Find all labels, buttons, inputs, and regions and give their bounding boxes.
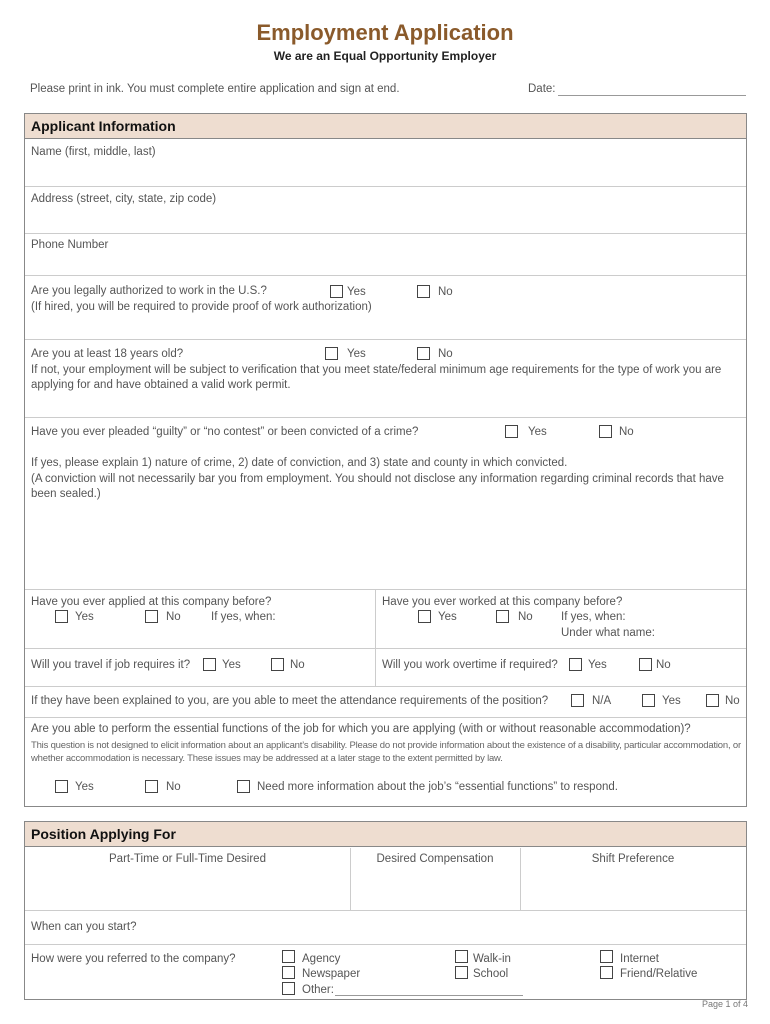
travel-yes-checkbox[interactable] <box>203 658 216 671</box>
ref-friend-checkbox[interactable] <box>600 966 613 979</box>
essential-no-label: No <box>166 781 181 793</box>
attendance-yes-label: Yes <box>662 695 681 707</box>
applied-when-label: If yes, when: <box>211 611 276 623</box>
crime-yes-label: Yes <box>528 426 547 438</box>
crime-row <box>25 418 746 590</box>
authorized-no-label: No <box>438 286 453 298</box>
age-no-checkbox[interactable] <box>417 347 430 360</box>
intro-instructions: Please print in ink. You must complete entire application and sign at end. <box>30 83 400 95</box>
worked-yes-label: Yes <box>438 611 457 623</box>
fulltime-parttime-field[interactable] <box>25 848 350 910</box>
crime-explain-label: If yes, please explain 1) nature of crime, 2) date of conviction, and 3) state and county in which convicted. <box>31 457 568 469</box>
authorized-row <box>25 276 746 340</box>
attendance-no-label: No <box>725 695 740 707</box>
age-no-label: No <box>438 348 453 360</box>
authorized-no-checkbox[interactable] <box>417 285 430 298</box>
address-row[interactable] <box>25 187 746 234</box>
crime-note: (A conviction will not necessarily bar you from employment. You should not disclose any information regarding criminal records that have been sealed.) <box>31 473 724 500</box>
ref-walkin-checkbox[interactable] <box>455 950 468 963</box>
age-yes-label: Yes <box>347 348 366 360</box>
authorized-yes-checkbox[interactable] <box>330 285 343 298</box>
attendance-na-label: N/A <box>592 695 612 707</box>
worked-no-checkbox[interactable] <box>496 610 509 623</box>
desired-compensation-label: Desired Compensation <box>376 853 494 865</box>
ref-other-checkbox[interactable] <box>282 982 295 995</box>
ref-school-checkbox[interactable] <box>455 966 468 979</box>
ref-agency-checkbox[interactable] <box>282 950 295 963</box>
position-section <box>24 821 747 1000</box>
authorized-note: (If hired, you will be required to provide proof of work authorization) <box>31 301 372 313</box>
essential-need-more-checkbox[interactable] <box>237 780 250 793</box>
applied-worked-row <box>25 590 746 649</box>
applicant-information-section <box>24 113 747 807</box>
address-label: Address (street, city, state, zip code) <box>31 193 217 205</box>
ref-internet-label: Internet <box>620 953 659 965</box>
position-details-row <box>25 848 746 911</box>
start-date-label: When can you start? <box>31 921 137 933</box>
essential-question: Are you able to perform the essential functions of the job for which you are applying (with or without reasonable accommodation)? <box>31 723 691 735</box>
worked-yes-checkbox[interactable] <box>418 610 431 623</box>
name-row[interactable] <box>25 140 746 187</box>
phone-label: Phone Number <box>31 239 109 251</box>
essential-need-more-label: Need more information about the job’s “essential functions” to respond. <box>257 781 618 793</box>
travel-overtime-row <box>25 649 746 687</box>
attendance-no-checkbox[interactable] <box>706 694 719 707</box>
essential-note: This question is not designed to elicit information about an applicant’s disability. Please do not provide information about the existence of a disability, particular accommodation, or whether accommodation is necessary. These issues may be addressed at a later stage to the extent permitted by law. <box>31 740 741 764</box>
page-number: Page 1 of 4 <box>702 999 749 1009</box>
shift-preference-label: Shift Preference <box>591 853 675 865</box>
age-question: Are you at least 18 years old? <box>31 348 184 360</box>
crime-yes-checkbox[interactable] <box>505 425 518 438</box>
ref-agency-label: Agency <box>302 953 341 965</box>
start-date-row[interactable] <box>25 911 746 945</box>
authorized-question: Are you legally authorized to work in the U.S.? <box>31 285 267 297</box>
essential-functions-row <box>25 718 746 806</box>
overtime-no-checkbox[interactable] <box>639 658 652 671</box>
ref-internet-checkbox[interactable] <box>600 950 613 963</box>
shift-preference-field[interactable] <box>520 848 746 910</box>
referral-question: How were you referred to the company? <box>31 953 236 965</box>
ref-other-field[interactable] <box>335 995 523 996</box>
travel-no-label: No <box>290 659 305 671</box>
ref-newspaper-checkbox[interactable] <box>282 966 295 979</box>
crime-no-checkbox[interactable] <box>599 425 612 438</box>
ref-walkin-label: Walk-in <box>473 953 511 965</box>
ref-school-label: School <box>473 968 509 980</box>
worked-no-label: No <box>518 611 533 623</box>
essential-no-checkbox[interactable] <box>145 780 158 793</box>
ref-friend-label: Friend/Relative <box>620 968 698 980</box>
section-heading: Applicant Information <box>25 114 746 139</box>
overtime-yes-label: Yes <box>588 659 607 671</box>
referral-row <box>25 945 746 999</box>
authorized-yes-label: Yes <box>347 286 366 298</box>
worked-under-name-label: Under what name: <box>561 627 655 639</box>
ref-other-label: Other: <box>302 984 334 996</box>
attendance-yes-checkbox[interactable] <box>642 694 655 707</box>
ref-newspaper-label: Newspaper <box>302 968 361 980</box>
worked-question: Have you ever worked at this company before? <box>382 596 623 608</box>
attendance-row <box>25 687 746 718</box>
applied-no-label: No <box>166 611 181 623</box>
applied-no-checkbox[interactable] <box>145 610 158 623</box>
overtime-no-label: No <box>656 659 671 671</box>
attendance-question: If they have been explained to you, are you able to meet the attendance requirements of the position? <box>31 695 549 707</box>
fulltime-parttime-label: Part-Time or Full-Time Desired <box>109 853 266 865</box>
essential-yes-label: Yes <box>75 781 94 793</box>
attendance-na-checkbox[interactable] <box>571 694 584 707</box>
crime-no-label: No <box>619 426 634 438</box>
section-heading: Position Applying For <box>25 822 746 847</box>
travel-question: Will you travel if job requires it? <box>31 659 191 671</box>
applied-question: Have you ever applied at this company before? <box>31 596 272 608</box>
page-title: Employment Application <box>256 20 514 45</box>
age-row <box>25 340 746 418</box>
phone-row[interactable] <box>25 234 746 276</box>
applied-yes-checkbox[interactable] <box>55 610 68 623</box>
overtime-question: Will you work overtime if required? <box>382 659 558 671</box>
overtime-yes-checkbox[interactable] <box>569 658 582 671</box>
page-subtitle: We are an Equal Opportunity Employer <box>273 49 497 63</box>
date-label: Date: <box>528 83 556 95</box>
date-field[interactable] <box>558 95 746 96</box>
applied-yes-label: Yes <box>75 611 94 623</box>
travel-yes-label: Yes <box>222 659 241 671</box>
crime-question: Have you ever pleaded “guilty” or “no contest” or been convicted of a crime? <box>31 426 419 438</box>
worked-when-label: If yes, when: <box>561 611 626 623</box>
age-yes-checkbox[interactable] <box>325 347 338 360</box>
essential-yes-checkbox[interactable] <box>55 780 68 793</box>
age-note: If not, your employment will be subject to verification that you meet state/federal minimum age requirements for the type of work you are applying for and have obtained a valid work permit. <box>31 364 722 391</box>
travel-no-checkbox[interactable] <box>271 658 284 671</box>
desired-compensation-field[interactable] <box>350 848 520 910</box>
name-label: Name (first, middle, last) <box>31 146 156 158</box>
